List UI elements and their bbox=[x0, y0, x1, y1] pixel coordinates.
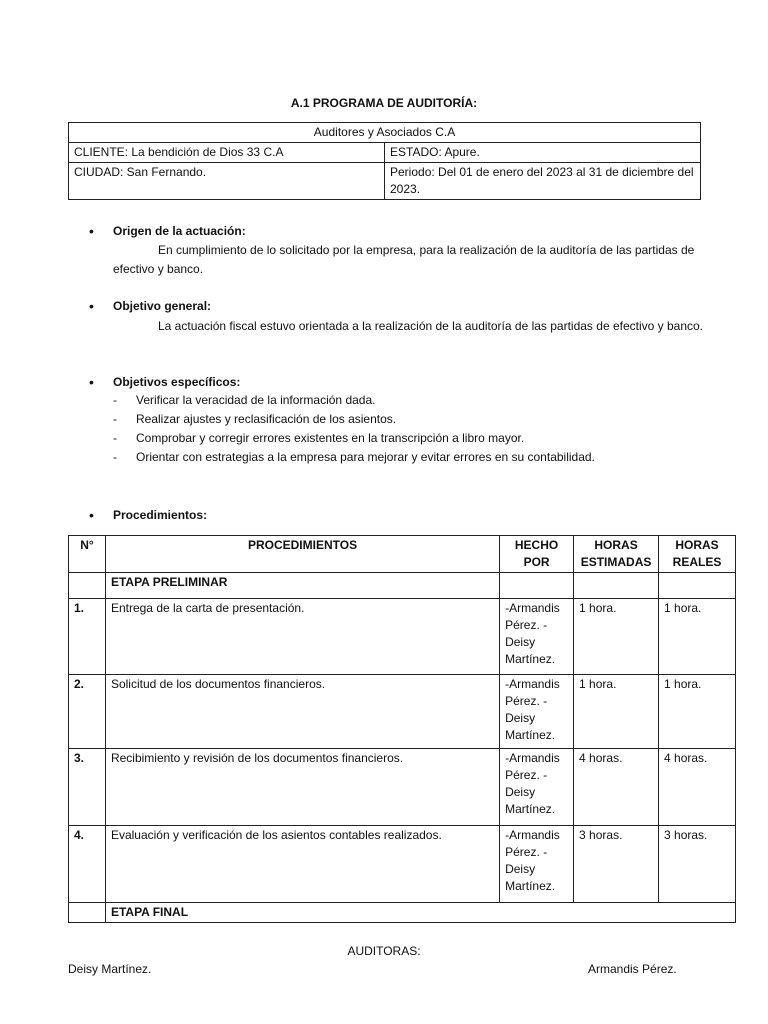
empty-cell bbox=[69, 903, 106, 923]
list-item: - Comprobar y corregir errores existentes en la transcripción a libro mayor. bbox=[113, 429, 713, 448]
stage-final: ETAPA FINAL bbox=[105, 903, 735, 923]
bullet-icon: • bbox=[89, 223, 94, 239]
estimated-hours-cell: 1 hora. bbox=[574, 675, 659, 749]
table-row bbox=[69, 599, 736, 675]
procedure-cell: Solicitud de los documentos financieros. bbox=[105, 675, 499, 749]
table-row bbox=[69, 826, 736, 903]
objetivo-general-heading: Objetivo general: bbox=[113, 299, 212, 313]
table-header-row bbox=[69, 536, 736, 573]
col-header-horas-reales: HORAS REALES bbox=[659, 536, 736, 573]
table-row bbox=[69, 163, 701, 200]
list-item: - Realizar ajustes y reclasificación de los asientos. bbox=[113, 410, 713, 429]
empty-cell bbox=[574, 573, 659, 599]
real-hours-cell: 1 hora. bbox=[659, 599, 736, 675]
objetivos-especificos-heading: Objetivos específicos: bbox=[113, 375, 241, 389]
period-cell: Periodo: Del 01 de enero del 2023 al 31 de diciembre del 2023. bbox=[385, 163, 701, 200]
procedure-cell: Evaluación y verificación de los asientos contables realizados. bbox=[105, 826, 499, 903]
col-header-num: N° bbox=[69, 536, 106, 573]
signature-right: Armandis Pérez. bbox=[588, 962, 677, 976]
list-item: - Verificar la veracidad de la información dada. bbox=[113, 391, 713, 410]
done-by-cell: -Armandis Pérez. -Deisy Martínez. bbox=[500, 675, 574, 749]
client-info-table bbox=[68, 122, 701, 200]
row-number: 1. bbox=[69, 599, 106, 675]
document-title: A.1 PROGRAMA DE AUDITORÍA: bbox=[290, 96, 478, 110]
table-row bbox=[69, 573, 736, 599]
procedure-cell: Recibimiento y revisión de los documentos financieros. bbox=[105, 749, 499, 826]
list-item: - Orientar con estrategias a la empresa para mejorar y evitar errores en su contabilidad. bbox=[113, 448, 713, 467]
firm-name: Auditores y Asociados C.A bbox=[69, 123, 701, 143]
estimated-hours-cell: 4 horas. bbox=[574, 749, 659, 826]
table-row bbox=[69, 749, 736, 826]
real-hours-cell: 4 horas. bbox=[659, 749, 736, 826]
col-header-hecho-por: HECHO POR bbox=[500, 536, 574, 573]
city-cell: CIUDAD: San Fernando. bbox=[69, 163, 385, 200]
real-hours-cell: 1 hora. bbox=[659, 675, 736, 749]
row-number: 2. bbox=[69, 675, 106, 749]
table-row bbox=[69, 143, 701, 163]
done-by-cell: -Armandis Pérez. -Deisy Martínez. bbox=[500, 826, 574, 903]
client-cell: CLIENTE: La bendición de Dios 33 C.A bbox=[69, 143, 385, 163]
procedimientos-heading: Procedimientos: bbox=[113, 508, 208, 522]
table-row bbox=[69, 675, 736, 749]
real-hours-cell: 3 horas. bbox=[659, 826, 736, 903]
signature-left: Deisy Martínez. bbox=[68, 962, 152, 976]
procedures-table bbox=[68, 535, 736, 923]
table-row bbox=[69, 123, 701, 143]
empty-cell bbox=[69, 573, 106, 599]
objetivo-general-text: La actuación fiscal estuvo orientada a la realización de la auditoría de las partidas de efectivo y banco. bbox=[158, 319, 704, 333]
bullet-icon: • bbox=[89, 507, 94, 523]
empty-cell bbox=[500, 573, 574, 599]
bullet-icon: • bbox=[89, 298, 94, 314]
state-cell: ESTADO: Apure. bbox=[385, 143, 701, 163]
done-by-cell: -Armandis Pérez. -Deisy Martínez. bbox=[500, 749, 574, 826]
bullet-icon: • bbox=[89, 374, 94, 390]
table-row bbox=[69, 903, 736, 923]
row-number: 4. bbox=[69, 826, 106, 903]
col-header-horas-estimadas: HORAS ESTIMADAS bbox=[574, 536, 659, 573]
row-number: 3. bbox=[69, 749, 106, 826]
origen-text: En cumplimiento de lo solicitado por la empresa, para la realización de la auditoría de las partidas de efectivo y banco. bbox=[113, 243, 695, 276]
col-header-procedimientos: PROCEDIMIENTOS bbox=[105, 536, 499, 573]
empty-cell bbox=[659, 573, 736, 599]
procedure-cell: Entrega de la carta de presentación. bbox=[105, 599, 499, 675]
estimated-hours-cell: 1 hora. bbox=[574, 599, 659, 675]
auditoras-label: AUDITORAS: bbox=[347, 944, 421, 958]
done-by-cell: -Armandis Pérez. -Deisy Martínez. bbox=[500, 599, 574, 675]
stage-preliminar: ETAPA PRELIMINAR bbox=[105, 573, 499, 599]
objetivos-list bbox=[113, 391, 713, 467]
origen-heading: Origen de la actuación: bbox=[113, 224, 246, 238]
estimated-hours-cell: 3 horas. bbox=[574, 826, 659, 903]
